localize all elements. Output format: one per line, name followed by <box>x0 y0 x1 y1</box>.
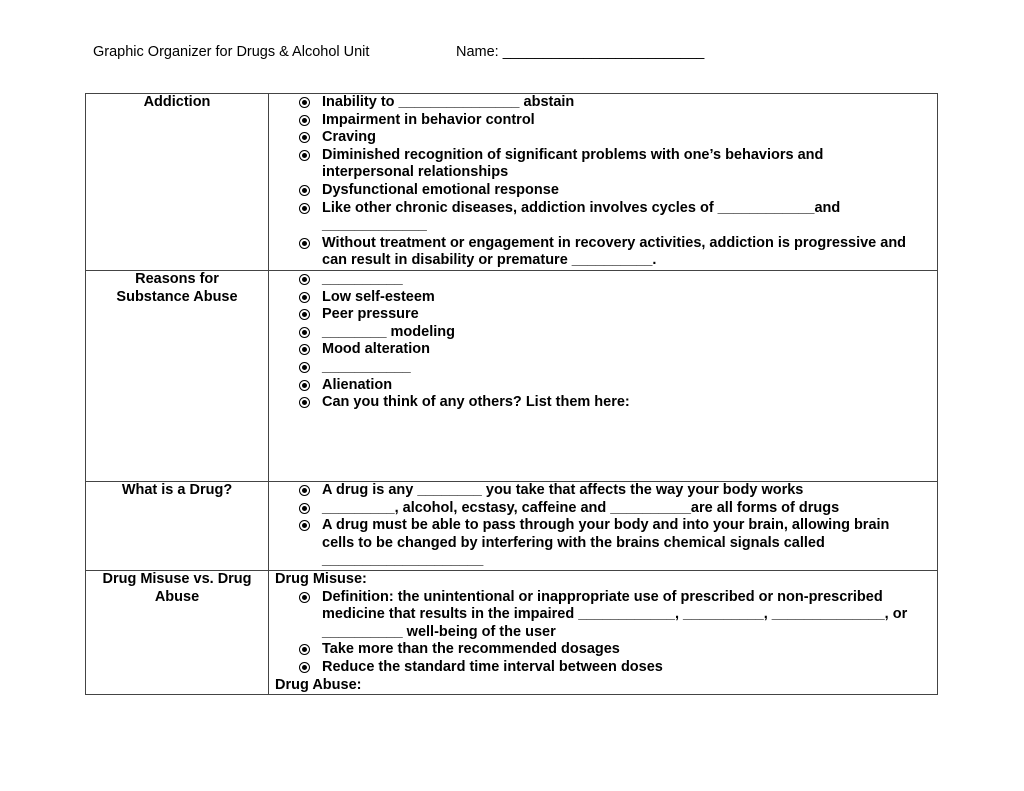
list-item <box>269 235 937 270</box>
bullet-icon <box>299 344 310 355</box>
row-content-cell <box>269 94 938 271</box>
bullet-icon <box>299 132 310 143</box>
list-item <box>269 324 937 342</box>
bullet-list <box>269 94 937 270</box>
row-label: Addiction <box>143 94 211 110</box>
list-item <box>269 659 937 677</box>
bullet-icon <box>299 380 310 391</box>
bullet-icon <box>299 362 310 373</box>
bullet-icon <box>299 644 310 655</box>
list-item-text: Without treatment or engagement in recovery activities, addiction is progressive and can result in disability or premature __________. <box>322 234 907 269</box>
bullet-list <box>269 482 937 570</box>
table-row <box>86 270 938 481</box>
table-row <box>86 481 938 570</box>
graphic-organizer-table <box>85 93 938 695</box>
document-title: Graphic Organizer for Drugs & Alcohol Unit <box>93 44 370 60</box>
bullet-icon <box>299 520 310 531</box>
row-content-cell <box>269 270 938 481</box>
misuse-heading: Drug Misuse: <box>275 570 367 587</box>
bullet-icon <box>299 592 310 603</box>
table-row <box>86 570 938 694</box>
list-item <box>269 641 937 659</box>
row-label-cell <box>86 570 269 694</box>
list-item <box>269 377 937 395</box>
bullet-list <box>269 271 937 412</box>
list-item <box>269 271 937 289</box>
list-item <box>269 289 937 307</box>
bullet-icon <box>299 309 310 320</box>
name-field: Name: _________________________ <box>456 44 705 60</box>
list-item-text: Take more than the recommended dosages <box>322 641 620 658</box>
list-item <box>269 500 937 518</box>
table-row <box>86 94 938 271</box>
list-item-text: A drug must be able to pass through your body and into your brain, allowing brain cells to be changed by interfering with the brains chemical signals called ____________________ <box>322 517 890 569</box>
bullet-icon <box>299 485 310 496</box>
list-item-text: Diminished recognition of significant problems with one’s behaviors and interpersonal relationships <box>322 146 824 181</box>
list-item <box>269 200 937 235</box>
list-item <box>269 306 937 324</box>
list-item-text: Craving <box>322 129 376 146</box>
bullet-icon <box>299 150 310 161</box>
bullet-icon <box>299 292 310 303</box>
bullet-icon <box>299 662 310 673</box>
row-label: Reasons for Substance Abuse <box>116 270 238 305</box>
list-item-text: Peer pressure <box>322 306 419 323</box>
bullet-icon <box>299 97 310 108</box>
list-item <box>269 482 937 500</box>
list-item-text: Definition: the unintentional or inappropriate use of prescribed or non-prescribed medicine that results in the impaired ____________, __________, ______________, or __________ well-being of the user <box>322 588 908 640</box>
list-item <box>269 182 937 200</box>
list-item-text: Impairment in behavior control <box>322 111 535 128</box>
bullet-icon <box>299 503 310 514</box>
list-item <box>269 359 937 377</box>
bullet-icon <box>299 185 310 196</box>
bullet-list <box>269 589 937 677</box>
list-item-text: Reduce the standard time interval between doses <box>322 658 663 675</box>
bullet-icon <box>299 238 310 249</box>
list-item <box>269 341 937 359</box>
row-content-cell <box>269 570 938 694</box>
list-item-text: _________, alcohol, ecstasy, caffeine and __________are all forms of drugs <box>322 499 840 516</box>
list-item <box>269 112 937 130</box>
list-item-text: __________ <box>322 270 403 287</box>
list-item-text: Like other chronic diseases, addiction involves cycles of ____________and _____________ <box>322 199 841 234</box>
list-item-text: ___________ <box>322 358 411 375</box>
row-label-cell <box>86 94 269 271</box>
row-label: What is a Drug? <box>121 481 233 498</box>
bullet-icon <box>299 397 310 408</box>
list-item <box>269 394 937 412</box>
list-item-text: Low self-esteem <box>322 288 435 305</box>
list-item-text: ________ modeling <box>322 323 455 340</box>
row-content-cell <box>269 481 938 570</box>
row-label-cell <box>86 481 269 570</box>
row-label: Drug Misuse vs. Drug Abuse <box>102 570 252 605</box>
list-item <box>269 517 937 570</box>
list-item-text: Can you think of any others? List them here: <box>322 394 630 411</box>
bullet-icon <box>299 203 310 214</box>
list-item-text: Inability to _______________ abstain <box>322 94 575 110</box>
list-item <box>269 94 937 112</box>
list-item-text: Dysfunctional emotional response <box>322 181 559 198</box>
list-item <box>269 147 937 182</box>
row-label-cell <box>86 270 269 481</box>
abuse-heading: Drug Abuse: <box>275 676 362 693</box>
bullet-icon <box>299 274 310 285</box>
list-item-text: A drug is any ________ you take that affects the way your body works <box>322 481 804 498</box>
list-item-text: Mood alteration <box>322 341 430 358</box>
list-item <box>269 589 937 642</box>
bullet-icon <box>299 115 310 126</box>
bullet-icon <box>299 327 310 338</box>
list-item <box>269 129 937 147</box>
page-header <box>93 44 705 60</box>
list-item-text: Alienation <box>322 376 393 393</box>
